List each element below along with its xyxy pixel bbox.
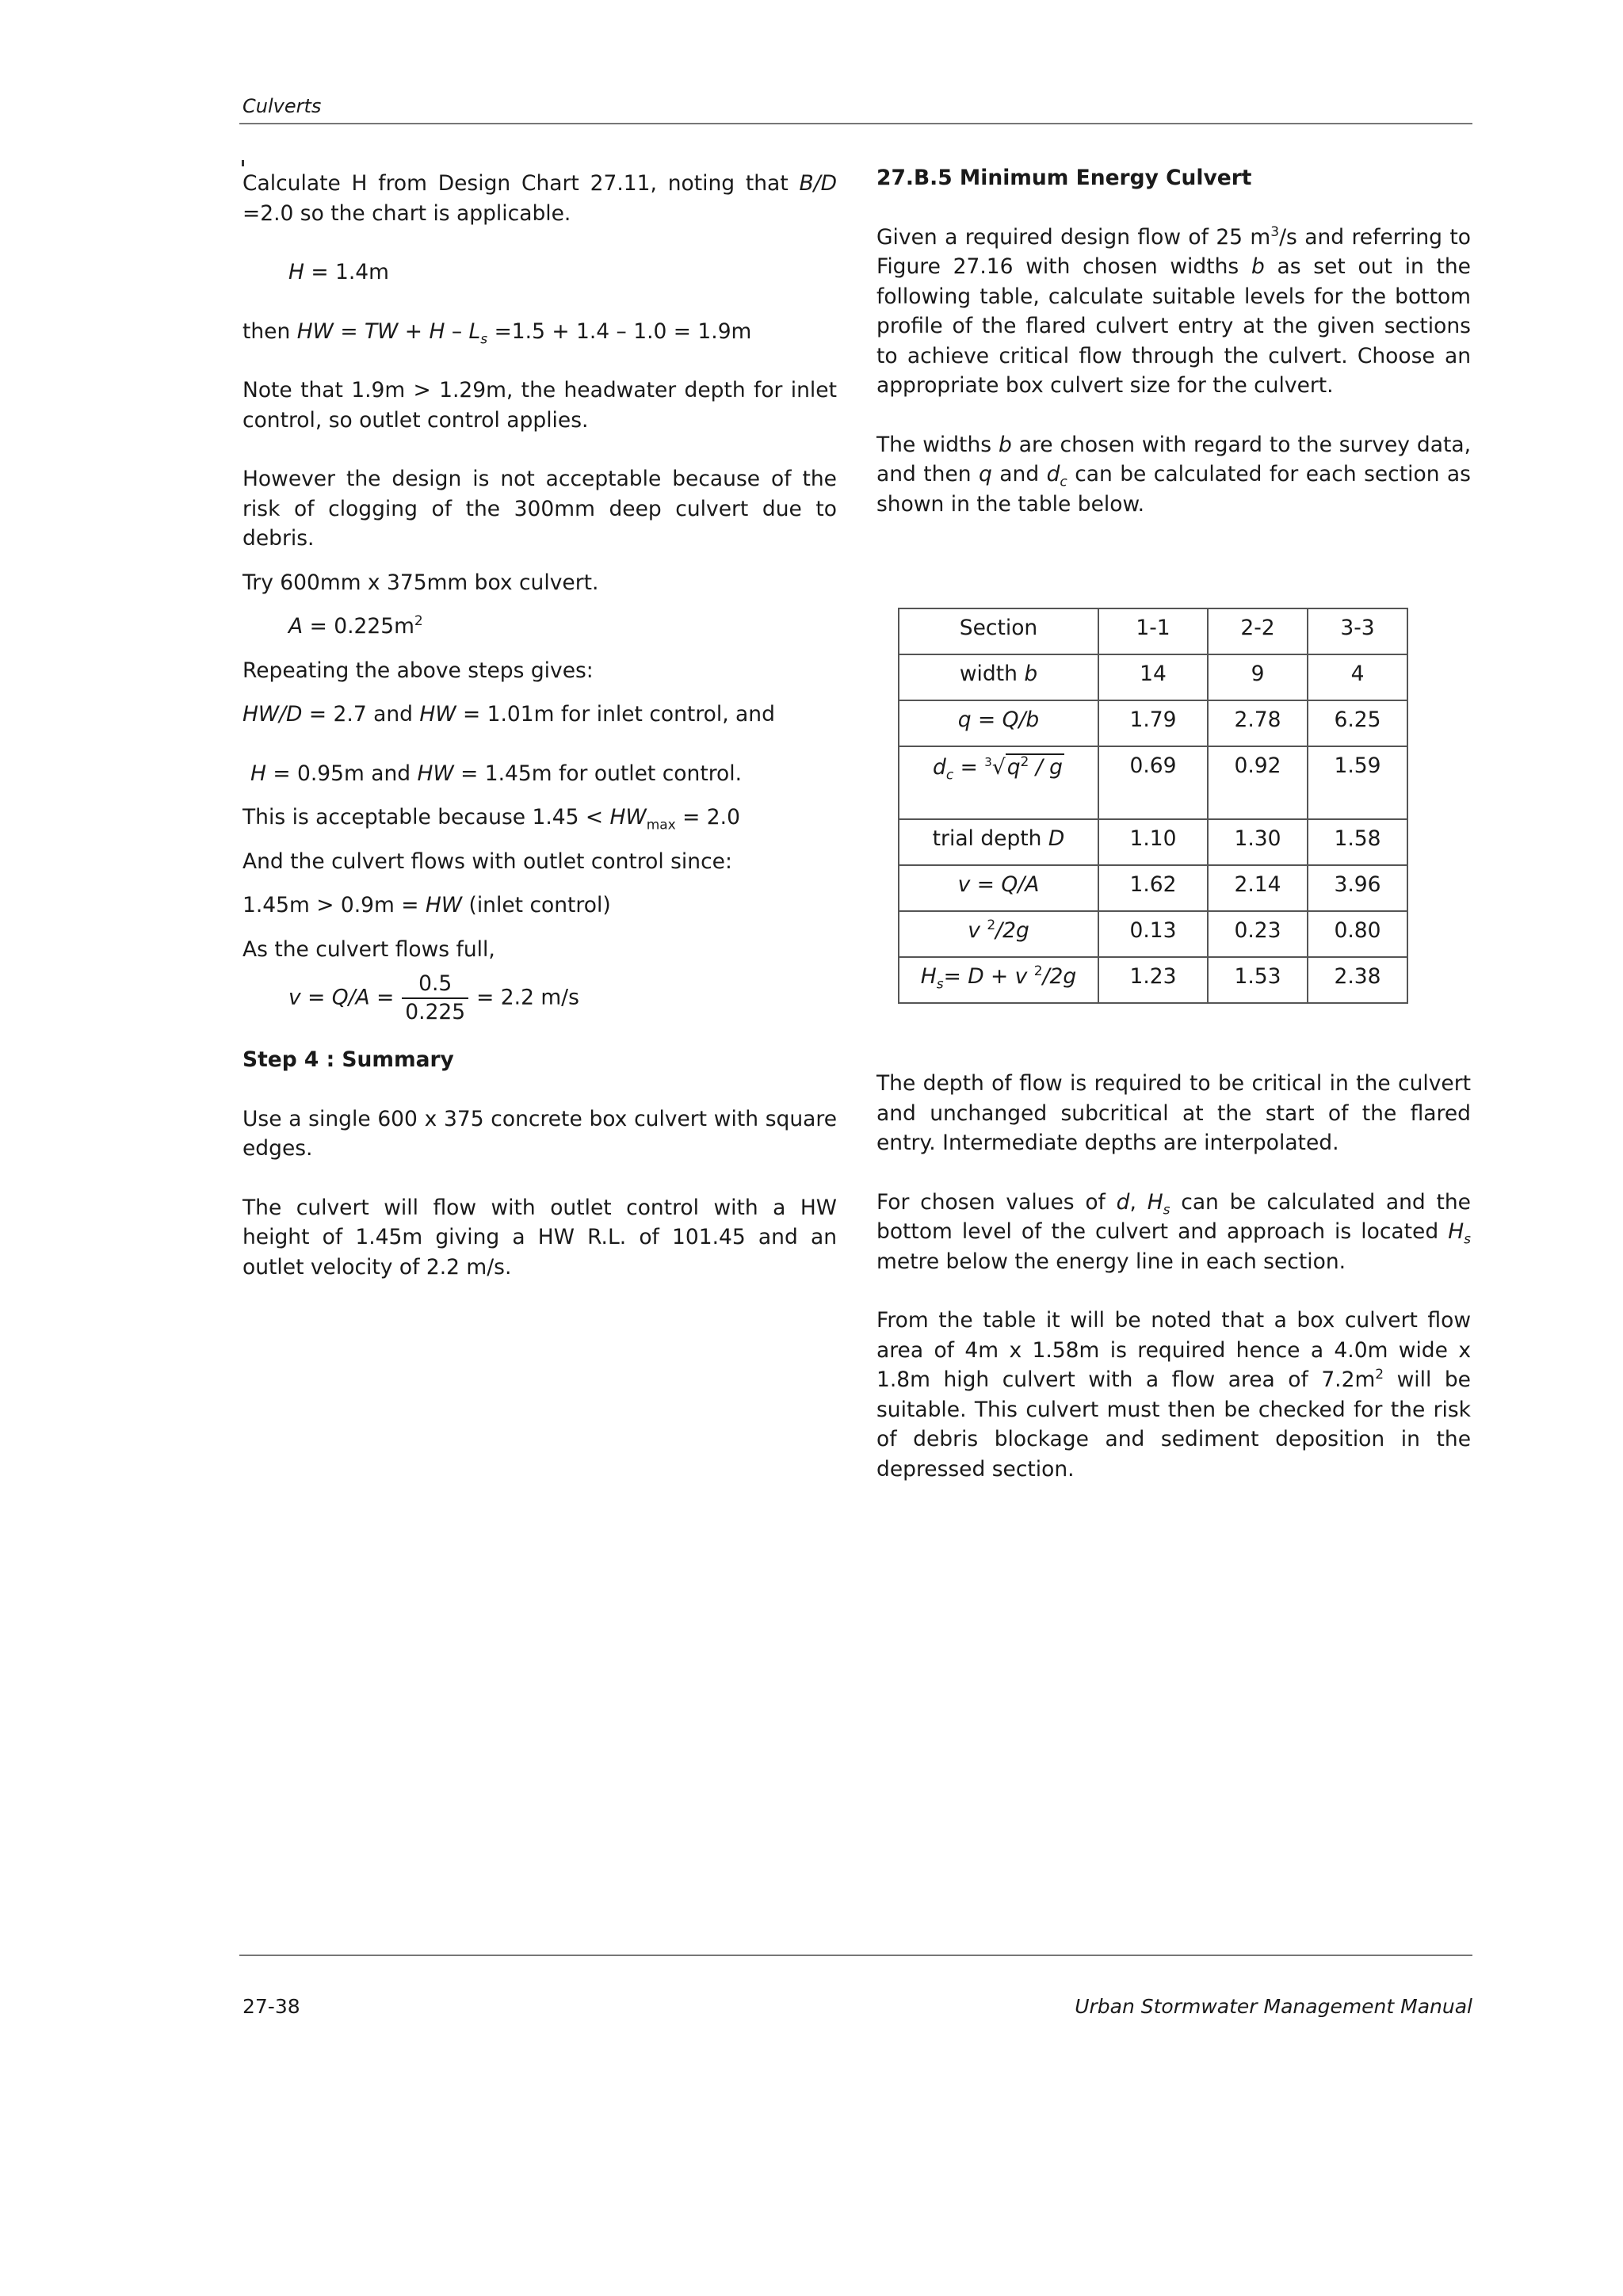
equation-h-outlet: H = 0.95m and HW = 1.45m for outlet control. [250,761,743,786]
table-cell: 1.59 [1308,746,1407,819]
table-row [899,700,1407,746]
table-cell: 1.79 [1098,700,1208,746]
left-column [242,169,837,1282]
table-cell: 2.38 [1308,957,1407,1003]
footer-rule [239,1955,1472,1956]
paragraph-widths: The widths b are chosen with regard to the survey data, and then q and $d_c$ can be calculated for each section as shown in the table below. [876,432,1471,517]
table-cell: 0.13 [1098,911,1208,957]
page-number: 27-38 [242,1995,300,2018]
table-cell: 1.30 [1208,819,1308,865]
table-cell: 2.14 [1208,865,1308,911]
equation-area: $A = 0.225m^2$ [288,613,423,639]
paragraph-repeating: Repeating the above steps gives: [242,658,594,683]
equation-velocity: v = Q/A = $\frac{0.5}{0.225}$ = 2.2 m/s [288,971,579,1024]
table-label-cell: v $^2$/2g [899,911,1098,957]
table-header-cell: 1-1 [1098,608,1208,654]
table-header-row [899,608,1407,654]
table-row [899,911,1407,957]
manual-title: Urban Stormwater Management Manual [1075,1995,1472,2018]
table-cell: 14 [1098,654,1208,700]
table-cell: 0.80 [1308,911,1407,957]
equation-h: H = 1.4m [288,260,389,284]
table-row [899,654,1407,700]
table-row [899,865,1407,911]
table-cell: 1.62 [1098,865,1208,911]
right-column-bottom [876,1069,1471,1484]
paragraph-final: From the table it will be noted that a box culvert flow area of 4m x 1.58m is required hence a 4.0m wide x 1.8m high culvert with a flow area of $7.2m^2$ will be suitable. This culvert must then be checked for the risk of debris blockage and sediment deposition in the depressed section. [876,1308,1471,1482]
paragraph-full: As the culvert flows full, [242,936,495,962]
table-row [899,819,1407,865]
table-label-cell: $d_c = ^3√q^2 / g$ [899,746,1098,819]
paragraph-given: Given a required design flow of 25 $m^3/s$ and referring to Figure 27.16 with chosen widths b as set out in the following table, calculate suitable levels for the bottom profile of the flared culvert entry at the given sections to achieve critical flow through the culvert. Choose an appropriate box culvert size for the culvert. [876,223,1471,398]
equation-hw: then HW = TW + $H - L_s =1.5 + 1.4 - 1.0 = 1.9m$ [242,318,752,347]
table-header-cell: 2-2 [1208,608,1308,654]
header-rule [239,123,1472,124]
paragraph-depth: The depth of flow is required to be critical in the culvert and unchanged subcritical at the start of the flared entry. Intermediate depths are interpolated. [876,1071,1471,1155]
table-cell: 1.53 [1208,957,1308,1003]
equation-hwd: HW/D = 2.7 and HW = 1.01m for inlet control, and [242,702,775,727]
paragraph-calculate-h: Calculate H from Design Chart 27.11, noting that B/D =2.0 so the chart is applicable. [242,171,837,226]
step4-heading: Step 4 : Summary [242,1047,454,1072]
margin-mark [242,160,244,166]
table-label-cell: trial depth D [899,819,1098,865]
paragraph-chosen: For chosen values of d, $H_s$ can be calculated and the bottom level of the culvert and approach is located $H_s$ metre below the energy line in each section. [876,1189,1471,1274]
running-header: Culverts [242,95,322,117]
calculation-table [898,608,1408,1004]
table-cell: 9 [1208,654,1308,700]
table-label-cell: $H_s= D + v$ $^2$/2g [899,957,1098,1003]
table-cell: 2.78 [1208,700,1308,746]
velocity-fraction: $\frac{0.5}{0.225}$ [402,971,468,1026]
section-heading: 27.B.5 Minimum Energy Culvert [876,166,1252,190]
table-cell: 1.10 [1098,819,1208,865]
table-cell: 0.23 [1208,911,1308,957]
table-header-cell: Section [899,608,1098,654]
table-row [899,746,1407,819]
table-cell: 1.58 [1308,819,1407,865]
paragraph-note: Note that 1.9m > 1.29m, the headwater depth for inlet control, so outlet control applies. [242,378,837,433]
table-row [899,957,1407,1003]
table-label-cell: width b [899,654,1098,700]
table-label-cell: q = Q/b [899,700,1098,746]
paragraph-flows: And the culvert flows with outlet control since: [242,849,732,874]
table-cell: 3.96 [1308,865,1407,911]
paragraph-use: Use a single 600 x 375 concrete box culvert with square edges. [242,1106,837,1161]
table-cell: 6.25 [1308,700,1407,746]
paragraph-acceptable: This is acceptable because $1.45 < HW_{max} = 2.0$ [242,805,740,833]
paragraph-summary-flow: The culvert will flow with outlet control with a HW height of 1.45m giving a HW R.L. of 101.45 and an outlet velocity of 2.2 m/s. [242,1195,837,1280]
equation-compare: 1.45m > 0.9m = HW (inlet control) [242,893,611,917]
table-cell: 0.92 [1208,746,1308,819]
table-cell: 1.23 [1098,957,1208,1003]
table-header-cell: 3-3 [1308,608,1407,654]
radical-bar: $q^2$ / g [1006,754,1063,780]
paragraph-however: However the design is not acceptable because of the risk of clogging of the 300mm deep culvert due to debris. [242,467,837,551]
right-column-top [876,163,1471,519]
table-cell: 4 [1308,654,1407,700]
table-cell: 0.69 [1098,746,1208,819]
table-label-cell: v = Q/A [899,865,1098,911]
paragraph-try: Try 600mm x 375mm box culvert. [242,570,599,595]
